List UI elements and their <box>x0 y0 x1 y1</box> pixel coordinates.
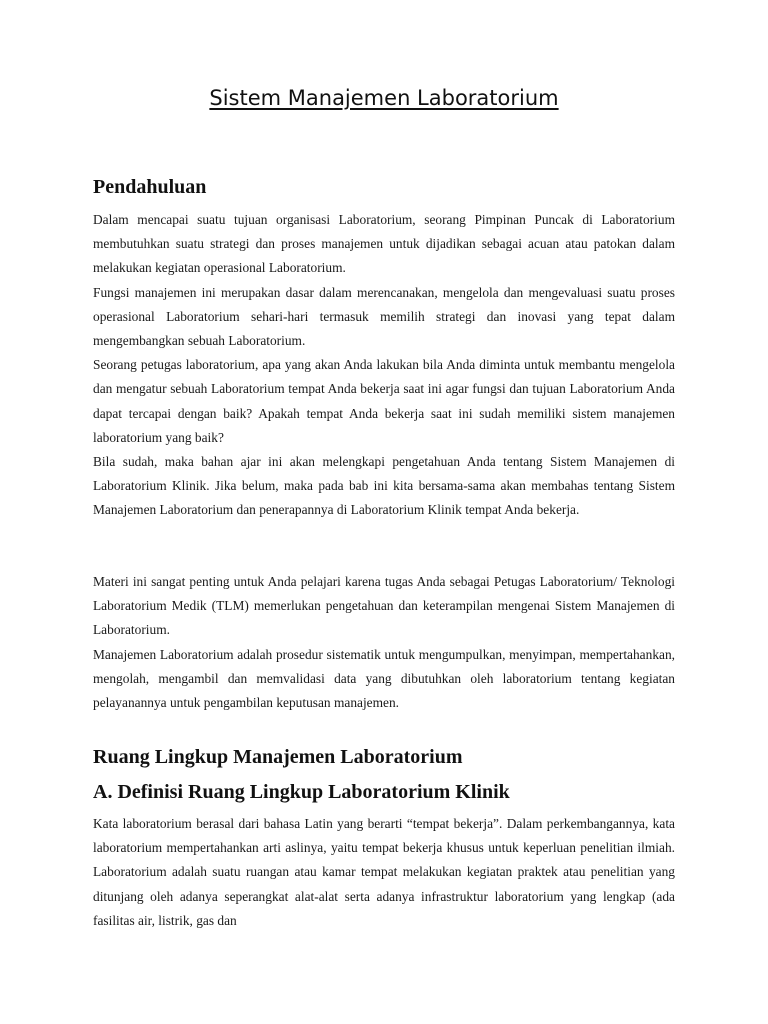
paragraph: Dalam mencapai suatu tujuan organisasi Laboratorium, seorang Pimpinan Puncak di Laboratorium membutuhkan suatu strategi dan proses manajemen untuk dijadikan sebagai acuan atau patokan dalam melakukan kegiatan operasional Laboratorium. <box>93 212 675 276</box>
paragraph: Materi ini sangat penting untuk Anda pelajari karena tugas Anda sebagai Petugas Laboratorium/ Teknologi Laboratorium Medik (TLM) memerlukan pengetahuan dan keterampilan mengenai Sistem Manajemen di Laboratorium. <box>93 574 675 638</box>
paragraph: Kata laboratorium berasal dari bahasa Latin yang berarti “tempat bekerja”. Dalam perkembangannya, kata laboratorium mempertahankan arti aslinya, yaitu tempat bekerja khusus untuk keperluan penelitian ilmiah. Laboratorium adalah suatu ruangan atau kamar tempat melakukan kegiatan praktek atau penelitian yang ditunjang oleh adanya seperangkat alat-alat serta adanya infrastruktur laboratorium yang lengkap (ada fasilitas air, listrik, gas dan <box>93 816 675 928</box>
section-heading-pendahuluan: Pendahuluan <box>93 176 207 198</box>
materi-paragraphs <box>93 570 675 715</box>
paragraph: Fungsi manajemen ini merupakan dasar dalam merencanakan, mengelola dan mengevaluasi suatu proses operasional Laboratorium sehari-hari termasuk memilih strategi dan inovasi yang tepat dalam mengembangkan sebuah Laboratorium. <box>93 284 675 349</box>
paragraph: Bila sudah, maka bahan ajar ini akan melengkapi pengetahuan Anda tentang Sistem Manajemen di Laboratorium Klinik. Jika belum, maka pada bab ini kita bersama-sama akan membahas tentang Sistem Manajemen Laboratorium dan penerapannya di Laboratorium Klinik tempat Anda bekerja. <box>93 454 675 518</box>
intro-paragraphs <box>93 208 675 523</box>
document-title: Sistem Manajemen Laboratorium <box>209 86 559 110</box>
section-heading-ruang-lingkup: Ruang Lingkup Manajemen Laboratorium <box>93 746 463 768</box>
paragraph: Manajemen Laboratorium adalah prosedur sistematik untuk mengumpulkan, menyimpan, mempertahankan, mengolah, mengambil dan memvalidasi data yang dibutuhkan oleh laboratorium tentang kegiatan pelayanannya untuk pengambilan keputusan manajemen. <box>93 646 675 711</box>
subsection-heading-definisi: A. Definisi Ruang Lingkup Laboratorium Klinik <box>93 781 510 803</box>
paragraph: Seorang petugas laboratorium, apa yang akan Anda lakukan bila Anda diminta untuk membantu mengelola dan mengatur sebuah Laboratorium tempat Anda bekerja saat ini agar fungsi dan tujuan Laboratorium Anda dapat tercapai dengan baik? Apakah tempat Anda bekerja saat ini sudah memiliki sistem manajemen laboratorium yang baik? <box>93 357 675 445</box>
definisi-paragraphs <box>93 812 675 933</box>
